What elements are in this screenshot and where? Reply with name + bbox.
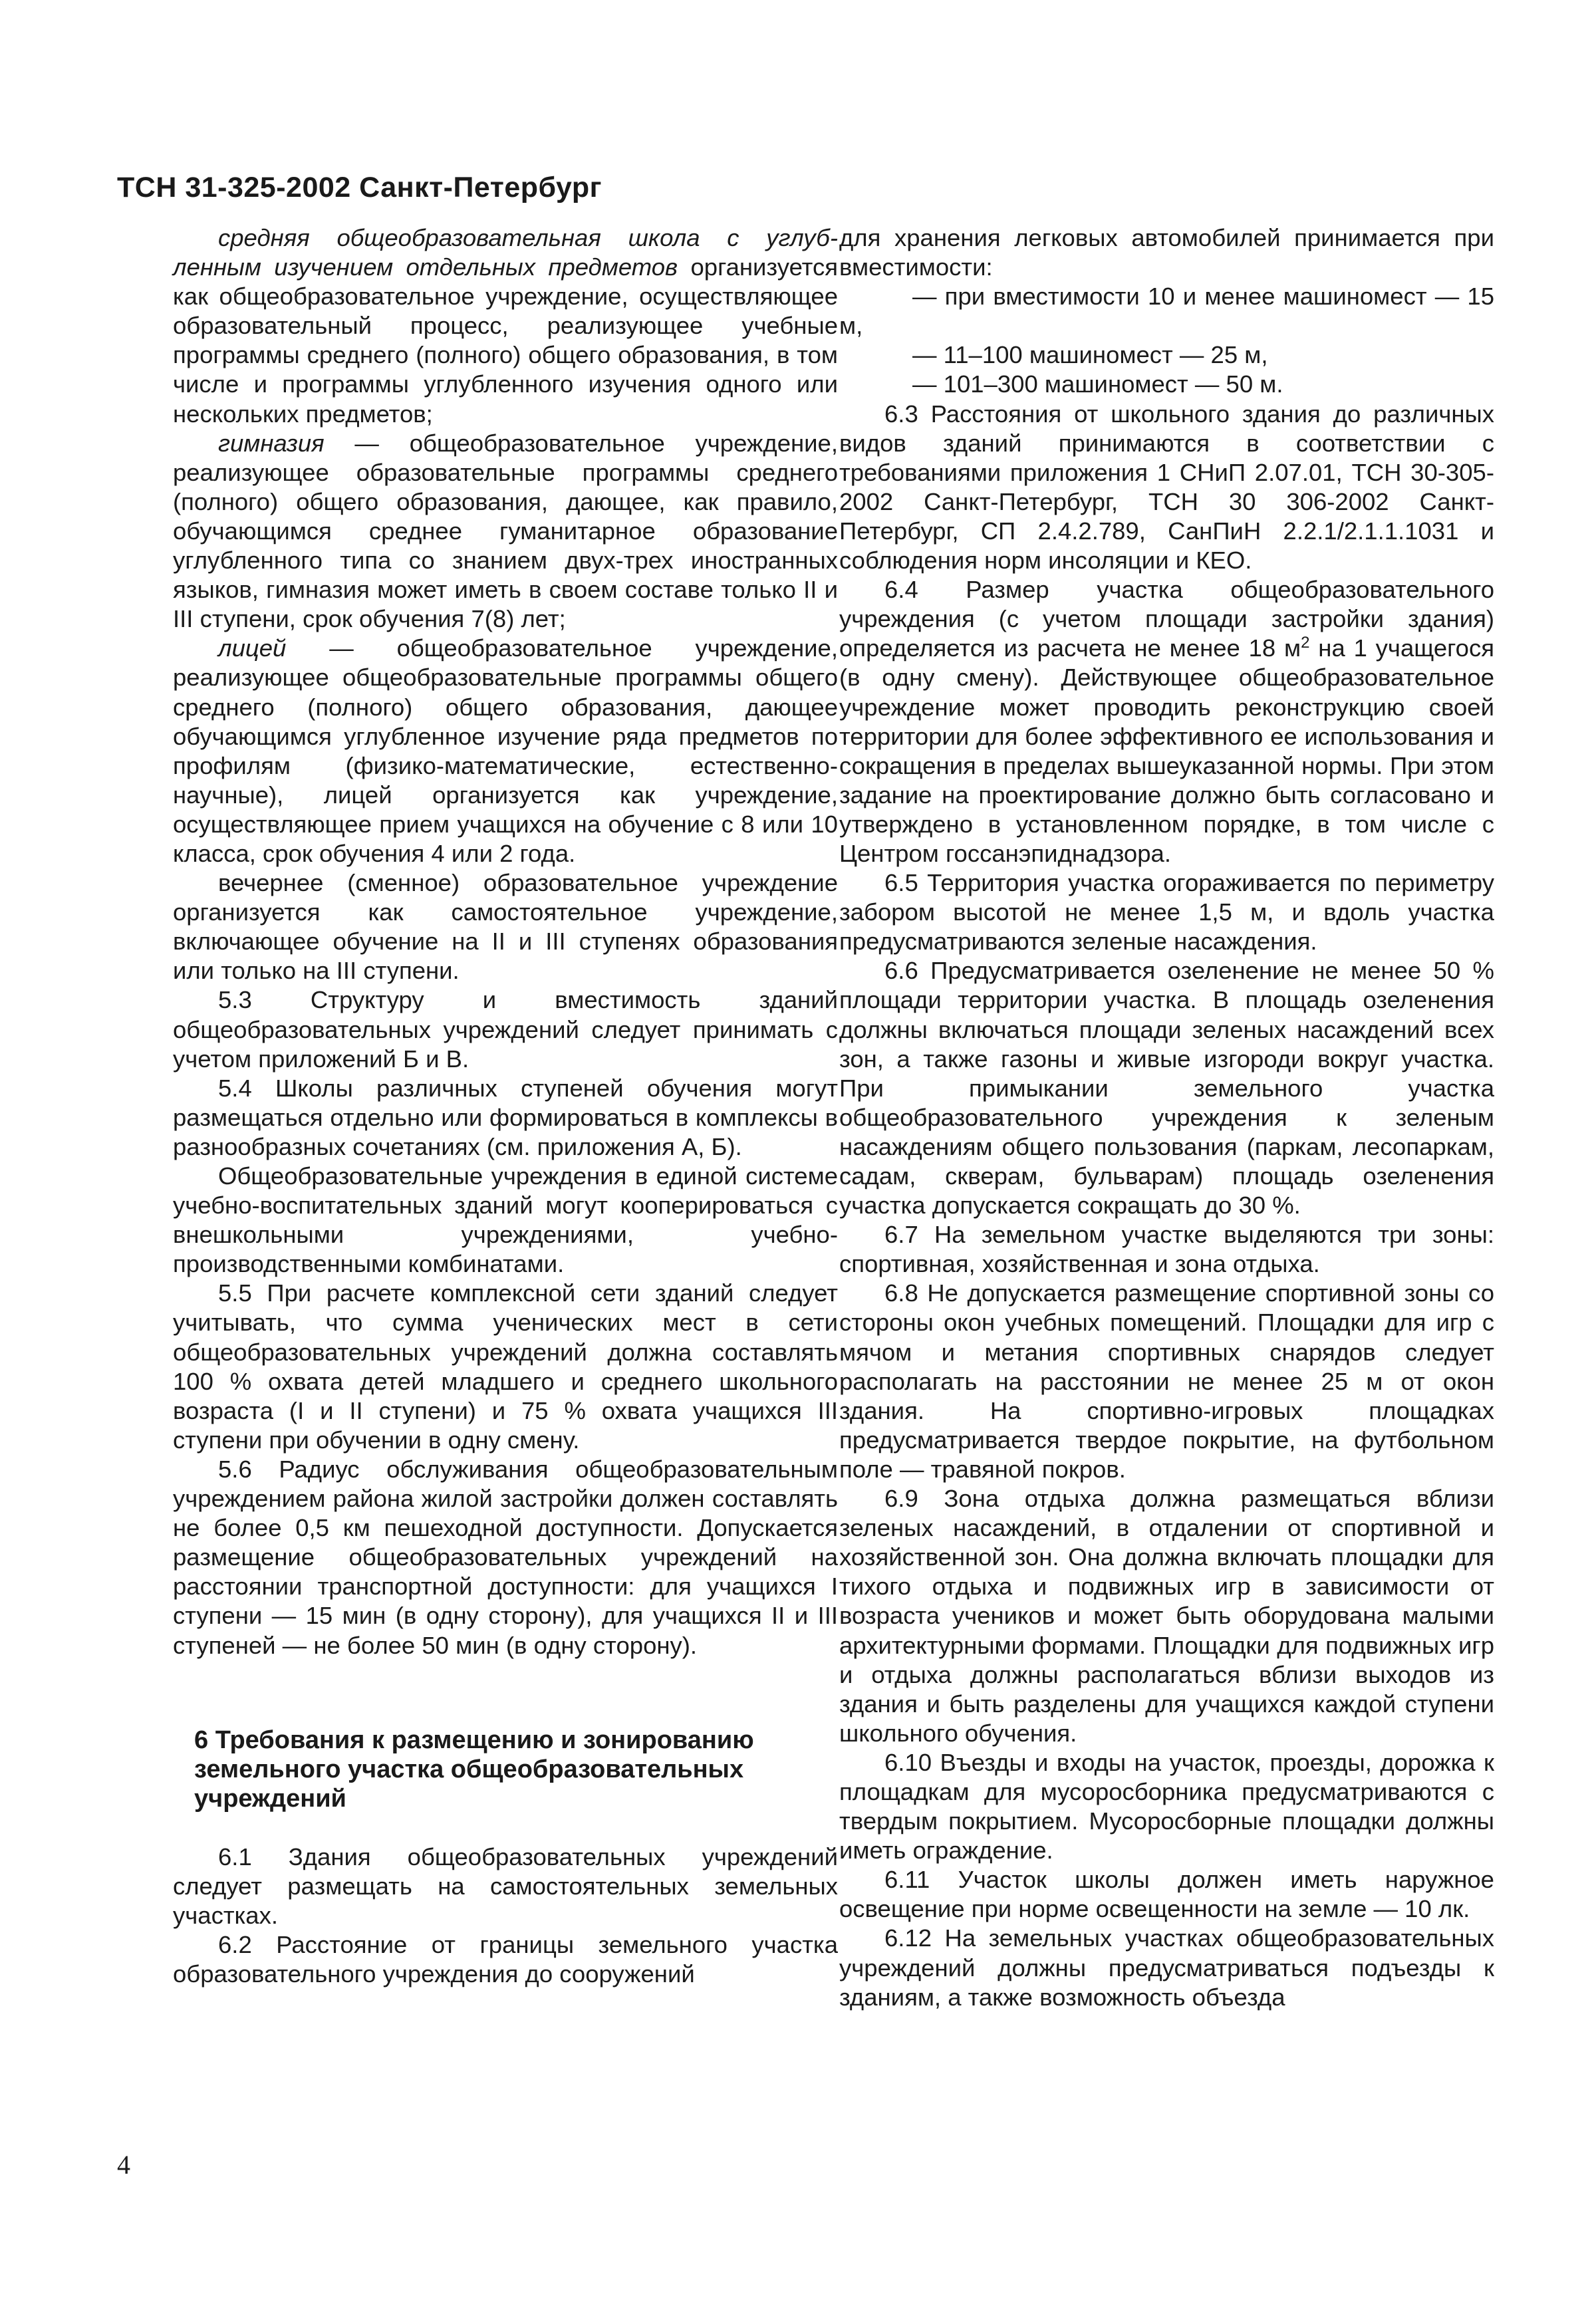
- list-item-parking-10: — при вместимости 10 и менее машиномест — 15 м,: [839, 283, 1494, 340]
- paragraph-6-4: [839, 575, 1494, 868]
- paragraph-6-2: 6.2 Расстояние от границы земельного участка образовательного учреждения до сооружений: [173, 1930, 838, 1988]
- paragraph-5-3: 5.3 Структуру и вместимость зданий общеобразовательных учреждений следует принимать с учетом приложений Б и В.: [173, 986, 838, 1073]
- page-number: 4: [117, 2150, 130, 2180]
- paragraph-6-10: 6.10 Въезды и входы на участок, проезды, дорожка к площадкам для мусоросборника предусматриваются с твердым покрытием. Мусоросборные площадки должны иметь ограждение.: [839, 1748, 1494, 1864]
- paragraph-6-9: 6.9 Зона отдыха должна размещаться вблизи зеленых насаждений, в отдалении от спортивной и хозяйственной зон. Она должна включать площадки для тихого отдыха и подвижных игр в зависимости от возраста учеников и может быть оборудована малыми архитектурными формами. Площадки для подвижных игр и отдыха должны располагаться вблизи выходов из здания и быть разделены для учащихся каждой ступени школьного обучения.: [839, 1485, 1494, 1747]
- paragraph-6-1: 6.1 Здания общеобразовательных учреждений следует размещать на самостоятельных земельных участках.: [173, 1843, 838, 1929]
- paragraph-cooperation: Общеобразовательные учреждения в единой системе учебно-воспитательных зданий могут кооперироваться с внешкольными учреждениями, учебно-производственными комбинатами.: [173, 1162, 838, 1278]
- term-school: средняя общеобразовательная школа с углуб-ленным изучением отдельных предметов: [173, 224, 838, 281]
- paragraph-6-11: 6.11 Участок школы должен иметь наружное освещение при норме освещенности на земле — 10 лк.: [839, 1866, 1494, 1923]
- list-item-parking-100: — 11–100 машиномест — 25 м,: [912, 341, 1268, 369]
- paragraph-5-6: 5.6 Радиус обслуживания общеобразовательным учреждением района жилой застройки должен составлять не более 0,5 км пешеходной доступности. Допускается размещение общеобразовательных учреждений на расстоянии транспортной доступности: для учащихся I ступени — 15 мин (в одну сторону), для учащихся II и III ступеней — не более 50 мин (в одну сторону).: [173, 1455, 838, 1659]
- paragraph-lyceum-definition: [173, 634, 838, 868]
- section-heading-6: 6 Требования к размещению и зонированию земельного участка общеобразовательных учреждений: [194, 1726, 754, 1813]
- right-column: [839, 223, 1494, 2012]
- paragraph-5-4: 5.4 Школы различных ступеней обучения могут размещаться отдельно или формироваться в комплексы в разнообразных сочетаниях (см. приложения А, Б).: [173, 1074, 838, 1160]
- list-item-parking-300: — 101–300 машиномест — 50 м.: [912, 370, 1283, 398]
- paragraph-6-8: 6.8 Не допускается размещение спортивной зоны со стороны окон учебных помещений. Площадки для игр с мячом и метания спортивных снарядов следует располагать на расстоянии не менее 25 м от окон здания. На спортивно-игровых площадках предусматривается твердое покрытие, на футбольном поле — травяной покров.: [839, 1279, 1494, 1483]
- paragraph-5-5: 5.5 При расчете комплексной сети зданий следует учитывать, что сумма ученических мест в сети общеобразовательных учреждений должна составлять 100 % охвата детей младшего и среднего школьного возраста (I и II ступени) и 75 % охвата учащихся III ступени при обучении в одну смену.: [173, 1279, 838, 1454]
- left-column: [173, 223, 838, 1989]
- paragraph-6-3: 6.3 Расстояния от школьного здания до различных видов зданий принимаются в соответствии с требованиями приложения 1 СНиП 2.07.01, ТСН 30-305-2002 Санкт-Петербург, ТСН 30 306-2002 Санкт-Петербург, СП 2.4.2.789, СанПиН 2.2.1/2.1.1.1031 и соблюдения норм инсоляции и КЕО.: [839, 400, 1494, 575]
- superscript: 2: [1301, 634, 1310, 652]
- paragraph-text: 6.4 Размер участка общеобразовательного учреждения (с учетом площади застройки здания) определяется из расчета не менее 18 м: [839, 576, 1494, 662]
- paragraph-text: — общеобразовательное учреждение, реализующее образовательные программы среднего (полного) общего образования, дающее, как правило, обучающимся среднее гуманитарное образование углубленного типа со знанием двух-трех иностранных языков, гимназия может иметь в своем составе только II и III ступени, срок обучения 7(8) лет;: [173, 429, 838, 633]
- paragraph-6-5: 6.5 Территория участка огораживается по периметру забором высотой не менее 1,5 м, и вдоль участка предусматриваются зеленые насаждения.: [839, 869, 1494, 956]
- paragraph-6-6: 6.6 Предусматривается озеленение не менее 50 % площади территории участка. В площадь озеленения должны включаться площади зеленых насаждений всех зон, а также газоны и живые изгороди вокруг участка. При примыкании земельного участка общеобразовательного учреждения к зеленым насаждениям общего пользования (паркам, лесопаркам, садам, скверам, бульварам) площадь озеленения участка допускается сокращать до 30 %.: [839, 957, 1494, 1220]
- term-gymnasium: гимназия: [218, 429, 325, 457]
- paragraph-6-7: 6.7 На земельном участке выделяются три зоны: спортивная, хозяйственная и зона отдыха.: [839, 1221, 1494, 1278]
- paragraph-parking-capacity: для хранения легковых автомобилей принимается при вместимости:: [839, 224, 1494, 281]
- paragraph-text: — общеобразовательное учреждение, реализующее общеобразовательные программы общего среднего (полного) общего образования, дающее обучающимся углубленное изучение ряда предметов по профилям (физико-математические, естественно-научные), лицей организуется как учреждение, осуществляющее прием учащихся на обучение с 8 или 10 класса, срок обучения 4 или 2 года.: [173, 634, 838, 867]
- paragraph-text: организуется как общеобразовательное учреждение, осуществляющее образовательный процесс, реализующее учебные программы среднего (полного) общего образования, в том числе и программы углубленного изучения одного или нескольких предметов;: [173, 253, 838, 428]
- term-lyceum: лицей: [218, 634, 287, 662]
- document-header: ТСН 31-325-2002 Санкт-Петербург: [117, 172, 602, 203]
- paragraph-gymnasium-definition: [173, 429, 838, 634]
- paragraph-6-12: 6.12 На земельных участках общеобразовательных учреждений должны предусматриваться подъезды к зданиям, а также возможность объезда: [839, 1924, 1494, 2011]
- paragraph-evening-school: вечернее (сменное) образовательное учреждение организуется как самостоятельное учреждение, включающее обучение на II и III ступенях образования или только на III ступени.: [173, 869, 838, 985]
- paragraph-text: на 1 учащегося (в одну смену). Действующее общеобразовательное учреждение может проводить реконструкцию своей территории для более эффективного ее использования и сокращения в пределах вышеуказанной нормы. При этом задание на проектирование должно быть согласовано и утверждено в установленном порядке, в том числе с Центром госсанэпиднадзора.: [839, 634, 1494, 867]
- paragraph-school-definition: [173, 223, 838, 429]
